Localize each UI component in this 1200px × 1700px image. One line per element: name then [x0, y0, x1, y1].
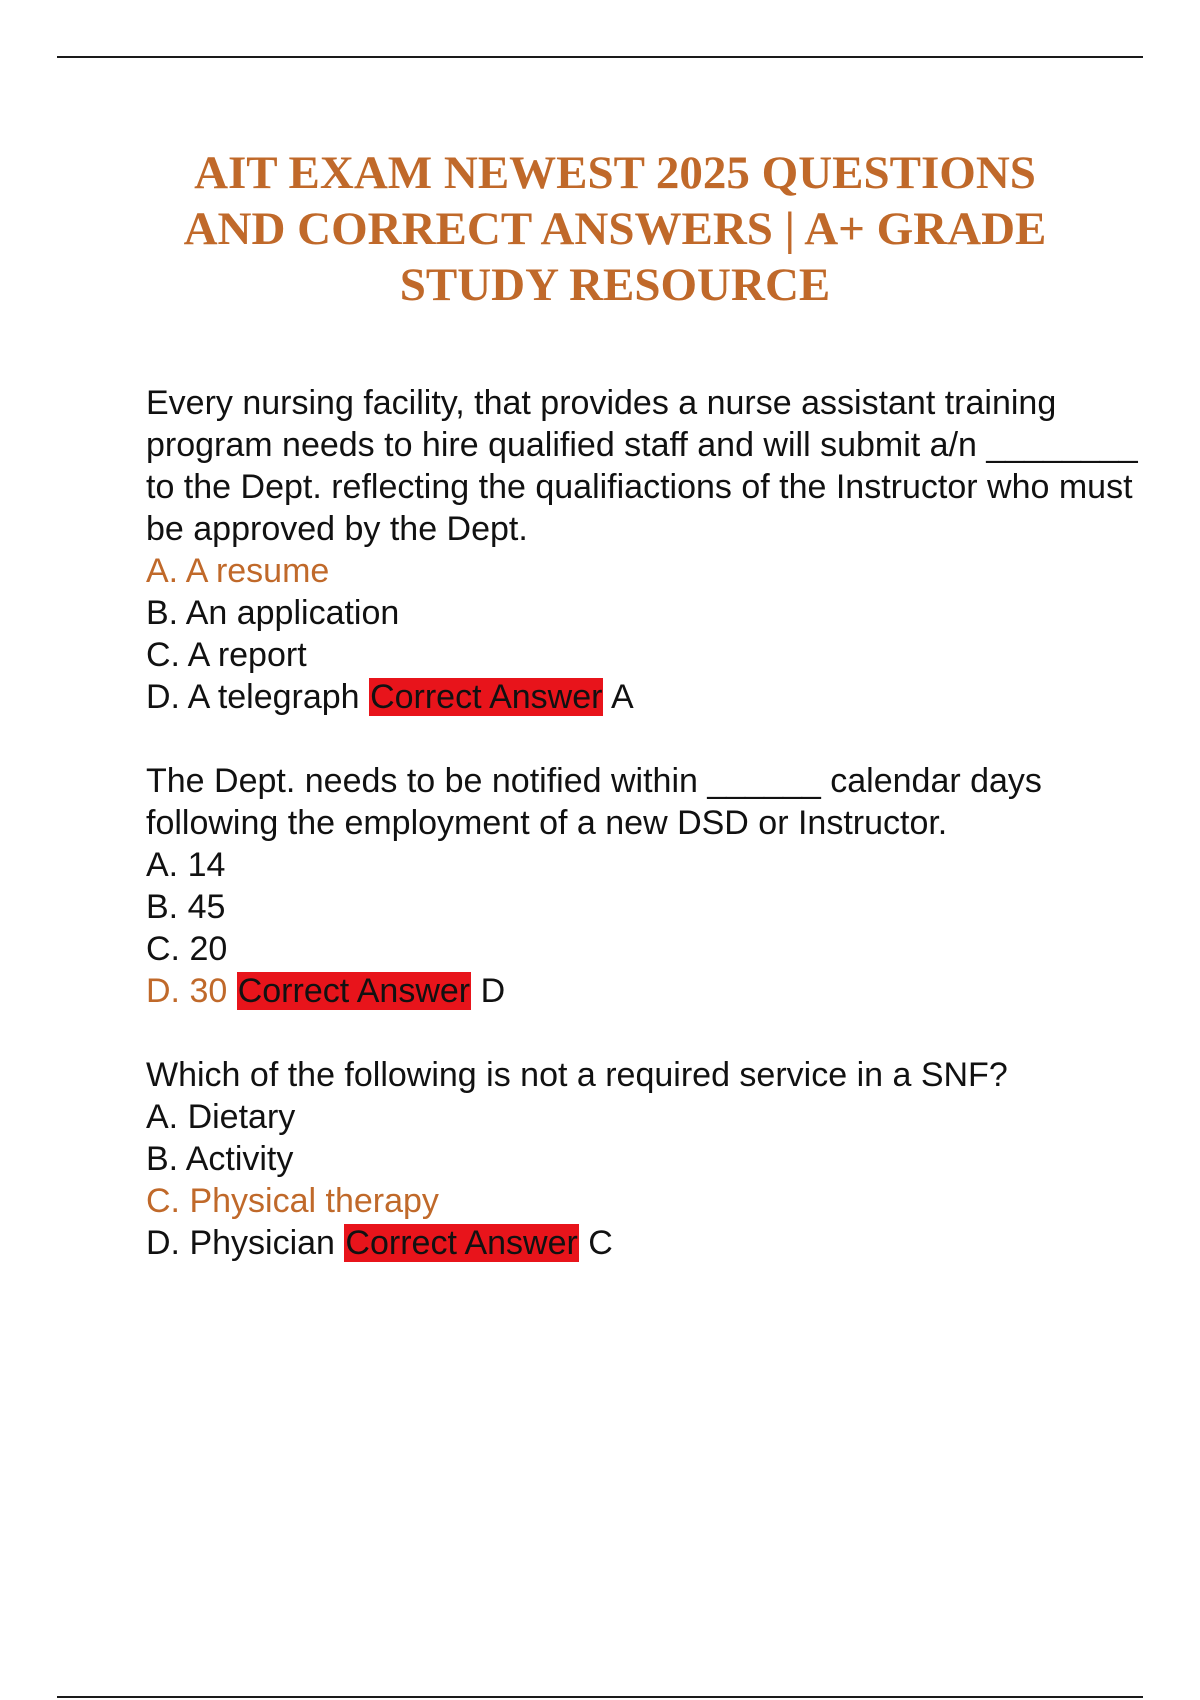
option-d: D. A telegraph: [146, 678, 360, 716]
question-text: The Dept. needs to be notified within ______ calendar days following the employment of a new DSD or Instructor.: [146, 762, 1042, 842]
top-rule: [57, 56, 1143, 58]
option-a: A. 14: [146, 846, 226, 884]
option-d-line: [146, 1222, 1146, 1264]
title-line: AND CORRECT ANSWERS | A+ GRADE: [183, 203, 1047, 255]
correct-answer-letter: D: [480, 972, 506, 1010]
option-d: D. Physician: [146, 1224, 335, 1262]
title-line: AIT EXAM NEWEST 2025 QUESTIONS: [194, 147, 1036, 199]
bottom-rule: [57, 1696, 1143, 1698]
option-c: C. A report: [146, 636, 307, 674]
correct-answer-label: Correct Answer: [237, 972, 471, 1010]
question-1: [146, 382, 1146, 718]
question-2: [146, 760, 1146, 1012]
option-c: C. 20: [146, 930, 228, 968]
option-d-line: [146, 970, 1146, 1012]
correct-answer-letter: A: [611, 678, 634, 716]
correct-answer-label: Correct Answer: [370, 678, 603, 716]
option-c: C. Physical therapy: [146, 1182, 439, 1220]
document-title: [100, 145, 1130, 313]
correct-answer-label: Correct Answer: [345, 1224, 578, 1262]
option-a: A. A resume: [146, 552, 330, 590]
option-b: B. 45: [146, 888, 226, 926]
option-d: D. 30: [146, 972, 228, 1010]
correct-answer-letter: C: [588, 1224, 613, 1262]
title-line: STUDY RESOURCE: [399, 259, 831, 311]
question-text: Which of the following is not a required service in a SNF?: [146, 1056, 1008, 1094]
option-b: B. An application: [146, 594, 400, 632]
question-list: [146, 382, 1146, 1306]
question-3: [146, 1054, 1146, 1264]
option-d-line: [146, 676, 1146, 718]
question-text: Every nursing facility, that provides a nurse assistant training program needs to hire qualified staff and will submit a/n ________ to the Dept. reflecting the qualifiactions of the Instructor who must be approved by the Dept.: [146, 384, 1138, 548]
option-a: A. Dietary: [146, 1098, 296, 1136]
option-b: B. Activity: [146, 1140, 294, 1178]
